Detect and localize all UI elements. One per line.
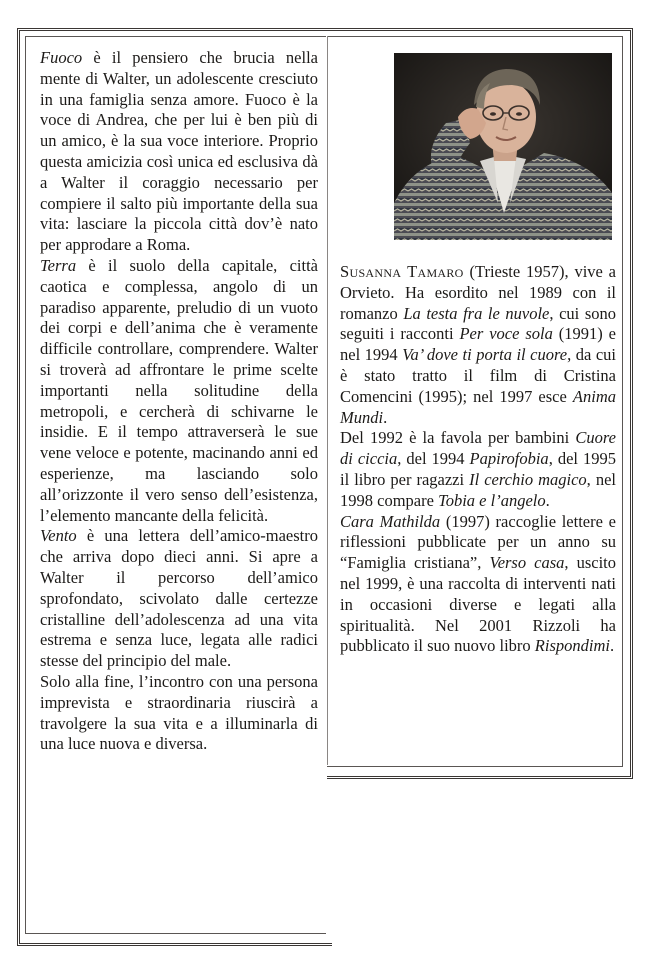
- keyword-terra: Terra: [40, 255, 77, 275]
- bio-text: (1997) raccoglie lettere e riflessioni pubblicate per un anno su “Famiglia cristiana”,: [340, 511, 616, 573]
- author-photo: [394, 53, 612, 240]
- author-portrait-image: [394, 53, 612, 240]
- keyword-vento: Vento: [40, 526, 77, 546]
- book-title: Rispondimi: [534, 636, 610, 656]
- bio-paragraph-children: [340, 428, 616, 511]
- synopsis-paragraph-ending: Solo alla fine, l’incontro con una persona imprevista e straordinaria riuscirà a travolgere la sua vita e a illuminarla di una luce nuova e diversa.: [40, 671, 318, 754]
- bio-text: , da cui è stato tratto il film di Cristina Comencini (1995); nel 1997 esce: [340, 345, 616, 406]
- bio-text: , cui sono seguiti i racconti: [340, 303, 616, 344]
- book-title: Per voce sola: [459, 324, 553, 344]
- book-title: Anima Mundi: [340, 386, 616, 427]
- book-title: Il cerchio magico: [469, 469, 587, 489]
- bio-text: , nel 1998 compare: [340, 469, 616, 510]
- bio-paragraph-essays: [340, 512, 616, 658]
- bio-text: .: [545, 490, 550, 510]
- synopsis-paragraph-fuoco: [40, 48, 318, 256]
- author-bio-column: [340, 262, 616, 657]
- author-name: Susanna Tamaro: [340, 262, 464, 281]
- book-title: Va’ dove ti porta il cuore: [402, 345, 568, 365]
- book-title: Cara Mathilda: [340, 511, 441, 531]
- bio-text: (1991) e nel 1994: [340, 324, 616, 365]
- book-title: Cuore di ciccia: [340, 428, 616, 469]
- synopsis-column: [40, 48, 318, 755]
- book-title: Verso casa: [489, 553, 565, 573]
- keyword-fuoco: Fuoco: [40, 48, 83, 67]
- bio-text: .: [383, 407, 388, 427]
- paragraph-text: è una lettera dell’amico-maestro che arriva dopo dieci anni. Si apre a Walter il percorso dell’amico sprofondato, scivolato dalle certezze cristalline dell’adolescenza ad una vita estrema e senza luce, legata alle radici stesse del principio del male.: [40, 526, 318, 671]
- bio-text: , del 1994: [397, 449, 470, 469]
- bio-text: , del 1995 il libro per ragazzi: [340, 449, 616, 489]
- bio-paragraph-works: [340, 262, 616, 428]
- bio-text: (Trieste 1957), vive a Orvieto. Ha esordito nel 1989 con il romanzo: [340, 262, 616, 323]
- book-title: Tobia e l’angelo: [438, 490, 546, 510]
- book-title: Papirofobia: [469, 449, 549, 469]
- book-title: La testa fra le nuvole: [403, 303, 550, 323]
- column-divider: [327, 36, 328, 765]
- paragraph-text: è il pensiero che brucia nella mente di Walter, un adolescente cresciuto in una famiglia senza amore. Fuoco è la voce di Andrea, che per lui è ben più di un amico, è la sua voce interiore. Proprio questa amicizia così unica ed esclusiva dà a Walter il coraggio necessario per compiere il salto più importante della sua vita: lasciare la piccola città dov’è nato per approdare a Roma.: [40, 48, 318, 255]
- bio-text: .: [609, 636, 615, 656]
- paragraph-text: è il suolo della capitale, città caotica e complessa, angolo di un paradiso apparente, preludio di un vuoto dei corpi e dell’anima che è veramente difficile controllare, comprendere. Walter si troverà ad affrontare le prime scelte importanti nella solitudine della metropoli, e cercherà di schivarne le insidie. E il tempo attraverserà le sue vene veloce e potente, macinando anni ed esperienze, ma lasciando solo all’orizzonte il vero senso dell’esistenza, l’elemento mancante della felicità.: [40, 255, 318, 525]
- bio-text: Del 1992 è la favola per bambini: [340, 428, 576, 448]
- bio-text: , uscito nel 1999, è una raccolta di interventi nati in occasioni diverse e legati alla spiritualità. Nel 2001 Rizzoli ha pubblicato il suo nuovo libro: [340, 553, 616, 656]
- synopsis-paragraph-vento: [40, 526, 318, 672]
- synopsis-paragraph-terra: [40, 256, 318, 526]
